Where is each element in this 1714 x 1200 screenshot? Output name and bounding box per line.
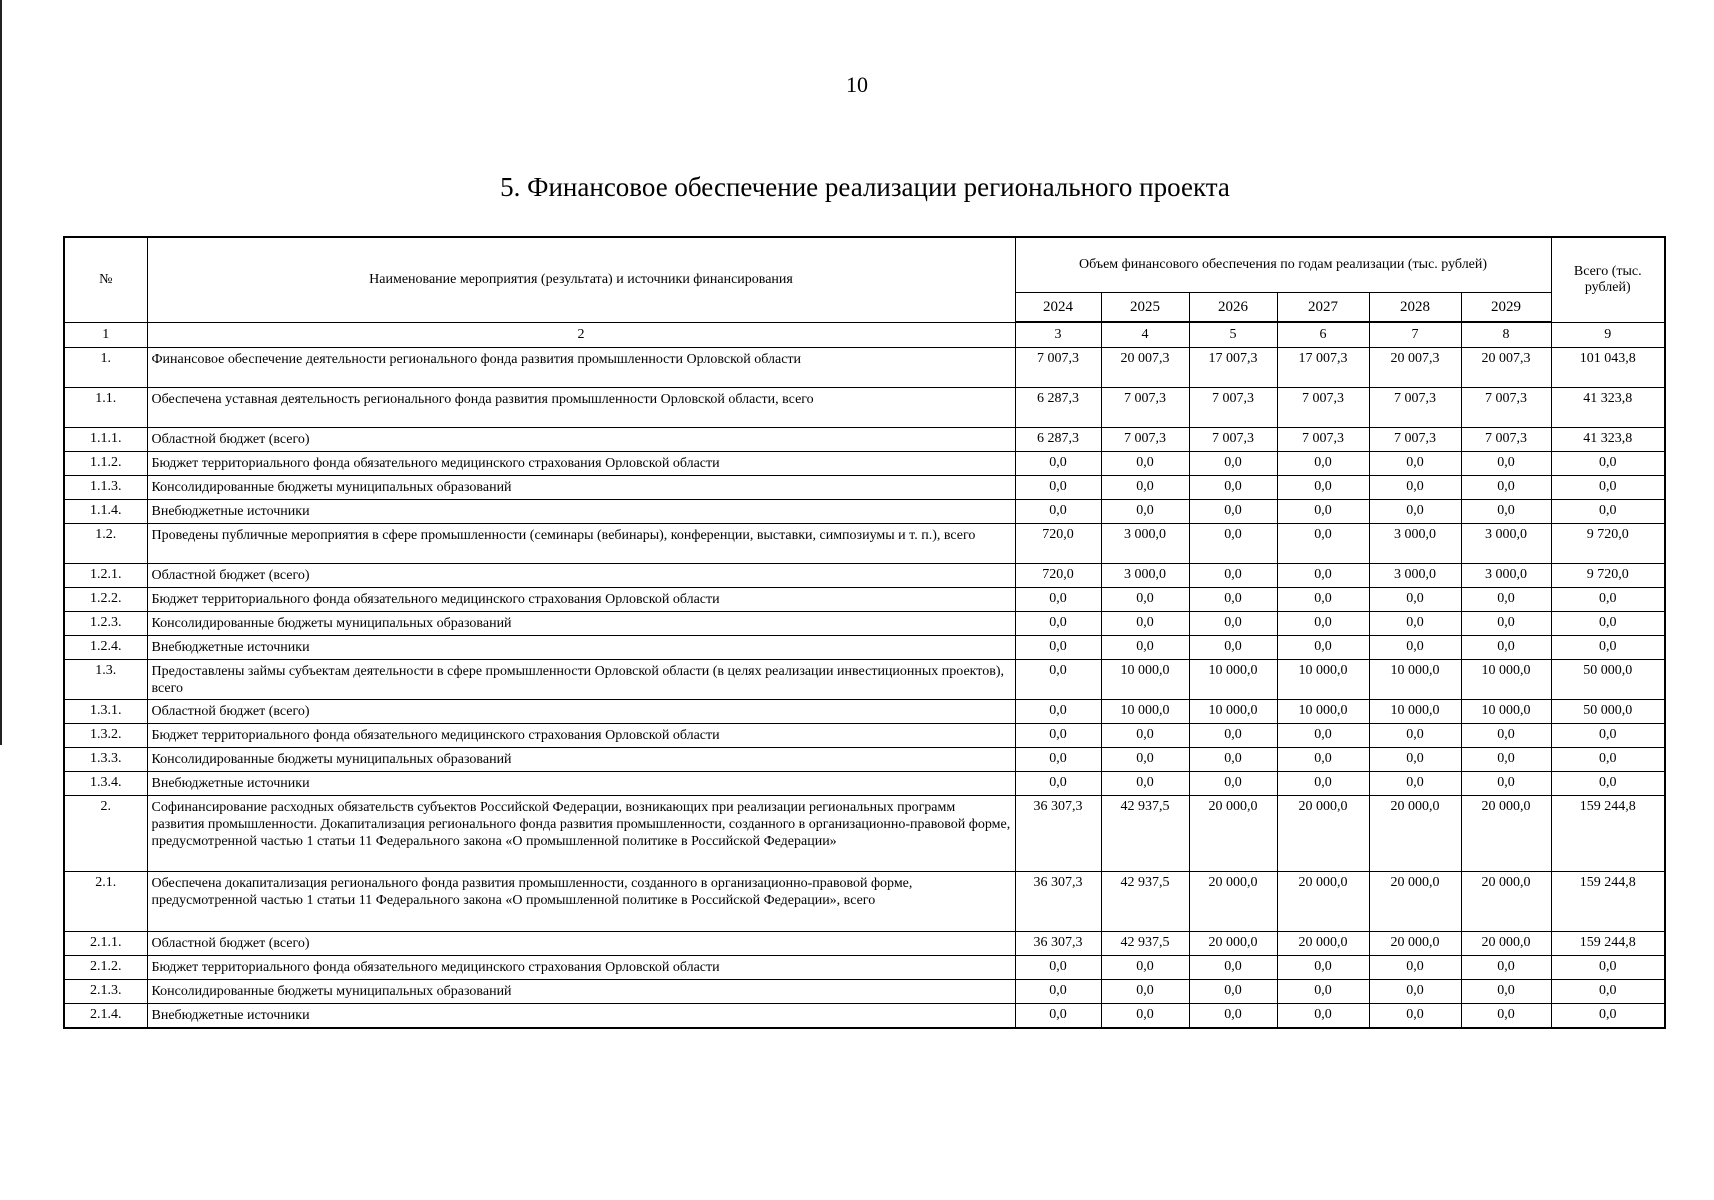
header-year: 2029	[1461, 293, 1551, 323]
row-number: 1.1.2.	[64, 452, 147, 476]
year-value: 3 000,0	[1369, 524, 1461, 564]
row-total: 0,0	[1551, 980, 1665, 1004]
year-value: 0,0	[1189, 476, 1277, 500]
year-value: 7 007,3	[1369, 428, 1461, 452]
table-row	[64, 660, 1665, 700]
table-row	[64, 388, 1665, 428]
table-row	[64, 564, 1665, 588]
column-number: 3	[1015, 322, 1101, 348]
column-number: 9	[1551, 322, 1665, 348]
column-number: 5	[1189, 322, 1277, 348]
row-name: Консолидированные бюджеты муниципальных образований	[147, 980, 1015, 1004]
year-value: 0,0	[1277, 452, 1369, 476]
table-row	[64, 700, 1665, 724]
row-name: Областной бюджет (всего)	[147, 700, 1015, 724]
year-value: 7 007,3	[1277, 388, 1369, 428]
year-value: 0,0	[1101, 980, 1189, 1004]
year-value: 10 000,0	[1369, 660, 1461, 700]
table-row	[64, 452, 1665, 476]
row-total: 0,0	[1551, 1004, 1665, 1028]
row-number: 1.3.4.	[64, 772, 147, 796]
year-value: 0,0	[1369, 588, 1461, 612]
table-row	[64, 588, 1665, 612]
row-name: Внебюджетные источники	[147, 500, 1015, 524]
year-value: 0,0	[1101, 452, 1189, 476]
table-row	[64, 428, 1665, 452]
year-value: 0,0	[1101, 476, 1189, 500]
year-value: 0,0	[1277, 1004, 1369, 1028]
row-name: Областной бюджет (всего)	[147, 932, 1015, 956]
year-value: 0,0	[1101, 1004, 1189, 1028]
row-total: 50 000,0	[1551, 660, 1665, 700]
table-row	[64, 724, 1665, 748]
row-total: 0,0	[1551, 476, 1665, 500]
row-number: 1.3.2.	[64, 724, 147, 748]
year-value: 0,0	[1101, 636, 1189, 660]
year-value: 0,0	[1277, 500, 1369, 524]
year-value: 0,0	[1189, 500, 1277, 524]
year-value: 20 007,3	[1101, 348, 1189, 388]
year-value: 20 000,0	[1369, 872, 1461, 932]
year-value: 0,0	[1277, 636, 1369, 660]
year-value: 0,0	[1461, 476, 1551, 500]
row-total: 0,0	[1551, 452, 1665, 476]
page-number: 10	[846, 72, 868, 97]
table-row	[64, 524, 1665, 564]
year-value: 10 000,0	[1277, 660, 1369, 700]
row-number: 1.2.	[64, 524, 147, 564]
table-row	[64, 612, 1665, 636]
year-value: 17 007,3	[1189, 348, 1277, 388]
year-value: 0,0	[1101, 724, 1189, 748]
year-value: 20 000,0	[1369, 796, 1461, 872]
row-total: 0,0	[1551, 956, 1665, 980]
row-number: 1.1.1.	[64, 428, 147, 452]
table-row	[64, 872, 1665, 932]
year-value: 0,0	[1189, 980, 1277, 1004]
year-value: 0,0	[1189, 524, 1277, 564]
row-total: 0,0	[1551, 612, 1665, 636]
year-value: 7 007,3	[1369, 388, 1461, 428]
row-name: Софинансирование расходных обязательств субъектов Российской Федерации, возникающих при реализации региональных программ развития промышленности. Докапитализация регионального фонда развития промышленности, созданного в организационно-правовой форме, предусмотренной частью 1 статьи 11 Федерального закона «О промышленной политике в Российской Федерации»	[147, 796, 1015, 872]
year-value: 7 007,3	[1189, 388, 1277, 428]
header-year: 2028	[1369, 293, 1461, 323]
year-value: 0,0	[1369, 724, 1461, 748]
row-number: 1.2.2.	[64, 588, 147, 612]
row-number: 1.	[64, 348, 147, 388]
table-row	[64, 932, 1665, 956]
row-number: 1.1.3.	[64, 476, 147, 500]
row-total: 41 323,8	[1551, 428, 1665, 452]
year-value: 3 000,0	[1461, 564, 1551, 588]
year-value: 0,0	[1015, 660, 1101, 700]
row-total: 50 000,0	[1551, 700, 1665, 724]
year-value: 0,0	[1015, 700, 1101, 724]
row-number: 2.1.3.	[64, 980, 147, 1004]
table-row	[64, 772, 1665, 796]
column-number: 7	[1369, 322, 1461, 348]
column-number: 8	[1461, 322, 1551, 348]
row-number: 1.2.1.	[64, 564, 147, 588]
year-value: 0,0	[1369, 956, 1461, 980]
year-value: 20 007,3	[1461, 348, 1551, 388]
year-value: 42 937,5	[1101, 796, 1189, 872]
year-value: 0,0	[1101, 772, 1189, 796]
year-value: 0,0	[1277, 748, 1369, 772]
year-value: 0,0	[1015, 748, 1101, 772]
year-value: 10 000,0	[1461, 660, 1551, 700]
year-value: 3 000,0	[1461, 524, 1551, 564]
row-total: 9 720,0	[1551, 564, 1665, 588]
row-name: Консолидированные бюджеты муниципальных образований	[147, 476, 1015, 500]
row-number: 1.3.	[64, 660, 147, 700]
year-value: 0,0	[1101, 748, 1189, 772]
row-total: 41 323,8	[1551, 388, 1665, 428]
year-value: 0,0	[1461, 452, 1551, 476]
table-row	[64, 348, 1665, 388]
row-total: 159 244,8	[1551, 796, 1665, 872]
year-value: 10 000,0	[1277, 700, 1369, 724]
year-value: 0,0	[1189, 772, 1277, 796]
year-value: 20 000,0	[1277, 872, 1369, 932]
year-value: 0,0	[1015, 980, 1101, 1004]
year-value: 0,0	[1461, 772, 1551, 796]
year-value: 0,0	[1015, 636, 1101, 660]
year-value: 0,0	[1461, 588, 1551, 612]
row-name: Обеспечена уставная деятельность регионального фонда развития промышленности Орловской области, всего	[147, 388, 1015, 428]
header-year: 2026	[1189, 293, 1277, 323]
year-value: 0,0	[1189, 1004, 1277, 1028]
scan-edge-line	[0, 0, 2, 745]
year-value: 0,0	[1277, 476, 1369, 500]
row-total: 0,0	[1551, 588, 1665, 612]
row-number: 1.1.4.	[64, 500, 147, 524]
year-value: 0,0	[1277, 564, 1369, 588]
year-value: 0,0	[1189, 724, 1277, 748]
year-value: 20 000,0	[1277, 796, 1369, 872]
year-value: 36 307,3	[1015, 932, 1101, 956]
row-number: 2.1.4.	[64, 1004, 147, 1028]
year-value: 0,0	[1189, 564, 1277, 588]
row-total: 0,0	[1551, 636, 1665, 660]
year-value: 0,0	[1277, 724, 1369, 748]
year-value: 36 307,3	[1015, 796, 1101, 872]
year-value: 0,0	[1101, 588, 1189, 612]
year-value: 10 000,0	[1369, 700, 1461, 724]
row-name: Внебюджетные источники	[147, 1004, 1015, 1028]
row-name: Областной бюджет (всего)	[147, 564, 1015, 588]
year-value: 0,0	[1369, 452, 1461, 476]
year-value: 7 007,3	[1461, 428, 1551, 452]
row-number: 2.1.2.	[64, 956, 147, 980]
year-value: 0,0	[1015, 500, 1101, 524]
year-value: 0,0	[1189, 748, 1277, 772]
year-value: 3 000,0	[1369, 564, 1461, 588]
year-value: 17 007,3	[1277, 348, 1369, 388]
row-number: 2.	[64, 796, 147, 872]
header-year: 2025	[1101, 293, 1189, 323]
year-value: 7 007,3	[1277, 428, 1369, 452]
year-value: 0,0	[1461, 980, 1551, 1004]
year-value: 0,0	[1369, 500, 1461, 524]
table-row	[64, 748, 1665, 772]
row-total: 159 244,8	[1551, 872, 1665, 932]
row-name: Областной бюджет (всего)	[147, 428, 1015, 452]
year-value: 0,0	[1277, 772, 1369, 796]
row-total: 9 720,0	[1551, 524, 1665, 564]
table-body	[64, 322, 1665, 1028]
year-value: 720,0	[1015, 564, 1101, 588]
year-value: 0,0	[1015, 1004, 1101, 1028]
row-name: Консолидированные бюджеты муниципальных образований	[147, 612, 1015, 636]
year-value: 10 000,0	[1101, 700, 1189, 724]
column-number: 1	[64, 322, 147, 348]
year-value: 0,0	[1369, 772, 1461, 796]
year-value: 0,0	[1461, 500, 1551, 524]
row-number: 1.1.	[64, 388, 147, 428]
column-number: 2	[147, 322, 1015, 348]
year-value: 0,0	[1015, 612, 1101, 636]
year-value: 36 307,3	[1015, 872, 1101, 932]
year-value: 0,0	[1461, 724, 1551, 748]
year-value: 7 007,3	[1101, 428, 1189, 452]
year-value: 20 000,0	[1189, 932, 1277, 956]
year-value: 0,0	[1369, 636, 1461, 660]
year-value: 0,0	[1461, 956, 1551, 980]
table-row	[64, 636, 1665, 660]
year-value: 10 000,0	[1461, 700, 1551, 724]
year-value: 0,0	[1015, 724, 1101, 748]
column-number: 4	[1101, 322, 1189, 348]
year-value: 0,0	[1461, 636, 1551, 660]
year-value: 6 287,3	[1015, 428, 1101, 452]
year-value: 7 007,3	[1461, 388, 1551, 428]
year-value: 0,0	[1461, 748, 1551, 772]
year-value: 0,0	[1369, 476, 1461, 500]
year-value: 0,0	[1189, 636, 1277, 660]
row-total: 0,0	[1551, 748, 1665, 772]
financing-table	[63, 236, 1666, 1029]
year-value: 720,0	[1015, 524, 1101, 564]
year-value: 0,0	[1015, 452, 1101, 476]
page-title: 5. Финансовое обеспечение реализации регионального проекта	[500, 172, 1230, 202]
year-value: 0,0	[1277, 980, 1369, 1004]
year-value: 0,0	[1277, 524, 1369, 564]
year-value: 0,0	[1189, 956, 1277, 980]
table-row	[64, 500, 1665, 524]
year-value: 3 000,0	[1101, 524, 1189, 564]
row-name: Консолидированные бюджеты муниципальных образований	[147, 748, 1015, 772]
row-name: Финансовое обеспечение деятельности регионального фонда развития промышленности Орловской области	[147, 348, 1015, 388]
column-number-row	[64, 322, 1665, 348]
row-name: Бюджет территориального фонда обязательного медицинского страхования Орловской области	[147, 956, 1015, 980]
row-name: Бюджет территориального фонда обязательного медицинского страхования Орловской области	[147, 724, 1015, 748]
year-value: 0,0	[1277, 956, 1369, 980]
table-row	[64, 476, 1665, 500]
table-row	[64, 980, 1665, 1004]
row-number: 1.2.4.	[64, 636, 147, 660]
row-total: 101 043,8	[1551, 348, 1665, 388]
row-name: Обеспечена докапитализация регионального фонда развития промышленности, созданного в организационно-правовой форме, предусмотренной частью 1 статьи 11 Федерального закона «О промышленной политике в Российской Федерации», всего	[147, 872, 1015, 932]
header-number: №	[64, 237, 147, 322]
year-value: 6 287,3	[1015, 388, 1101, 428]
year-value: 7 007,3	[1015, 348, 1101, 388]
row-name: Бюджет территориального фонда обязательного медицинского страхования Орловской области	[147, 588, 1015, 612]
year-value: 10 000,0	[1101, 660, 1189, 700]
header-activity-name: Наименование мероприятия (результата) и источники финансирования	[147, 237, 1015, 322]
row-name: Бюджет территориального фонда обязательного медицинского страхования Орловской области	[147, 452, 1015, 476]
year-value: 7 007,3	[1101, 388, 1189, 428]
row-number: 1.3.3.	[64, 748, 147, 772]
year-value: 0,0	[1015, 772, 1101, 796]
year-value: 20 000,0	[1369, 932, 1461, 956]
year-value: 42 937,5	[1101, 932, 1189, 956]
row-number: 2.1.	[64, 872, 147, 932]
year-value: 0,0	[1189, 612, 1277, 636]
year-value: 0,0	[1015, 476, 1101, 500]
year-value: 20 007,3	[1369, 348, 1461, 388]
year-value: 0,0	[1277, 588, 1369, 612]
year-value: 20 000,0	[1277, 932, 1369, 956]
year-value: 0,0	[1101, 612, 1189, 636]
year-value: 20 000,0	[1189, 872, 1277, 932]
year-value: 0,0	[1369, 612, 1461, 636]
header-total: Всего (тыс. рублей)	[1551, 237, 1665, 322]
year-value: 20 000,0	[1461, 796, 1551, 872]
year-value: 0,0	[1015, 588, 1101, 612]
year-value: 0,0	[1369, 1004, 1461, 1028]
year-value: 0,0	[1369, 748, 1461, 772]
year-value: 20 000,0	[1189, 796, 1277, 872]
table-row	[64, 1004, 1665, 1028]
year-value: 3 000,0	[1101, 564, 1189, 588]
row-number: 1.3.1.	[64, 700, 147, 724]
row-name: Проведены публичные мероприятия в сфере промышленности (семинары (вебинары), конференции, выставки, симпозиумы и т. п.), всего	[147, 524, 1015, 564]
year-value: 10 000,0	[1189, 660, 1277, 700]
column-number: 6	[1277, 322, 1369, 348]
table-row	[64, 956, 1665, 980]
year-value: 0,0	[1101, 500, 1189, 524]
year-value: 0,0	[1277, 612, 1369, 636]
table-row	[64, 796, 1665, 872]
year-value: 20 000,0	[1461, 932, 1551, 956]
row-name: Предоставлены займы субъектам деятельности в сфере промышленности Орловской области (в целях реализации инвестиционных проектов), всего	[147, 660, 1015, 700]
header-financing-volume: Объем финансового обеспечения по годам реализации (тыс. рублей)	[1015, 237, 1551, 293]
row-name: Внебюджетные источники	[147, 772, 1015, 796]
year-value: 10 000,0	[1189, 700, 1277, 724]
year-value: 0,0	[1461, 612, 1551, 636]
year-value: 20 000,0	[1461, 872, 1551, 932]
year-value: 0,0	[1189, 452, 1277, 476]
row-total: 159 244,8	[1551, 932, 1665, 956]
row-name: Внебюджетные источники	[147, 636, 1015, 660]
header-year: 2024	[1015, 293, 1101, 323]
row-number: 2.1.1.	[64, 932, 147, 956]
year-value: 0,0	[1101, 956, 1189, 980]
row-total: 0,0	[1551, 500, 1665, 524]
row-total: 0,0	[1551, 772, 1665, 796]
row-total: 0,0	[1551, 724, 1665, 748]
year-value: 0,0	[1369, 980, 1461, 1004]
row-number: 1.2.3.	[64, 612, 147, 636]
header-year: 2027	[1277, 293, 1369, 323]
year-value: 7 007,3	[1189, 428, 1277, 452]
year-value: 0,0	[1189, 588, 1277, 612]
year-value: 0,0	[1461, 1004, 1551, 1028]
year-value: 0,0	[1015, 956, 1101, 980]
year-value: 42 937,5	[1101, 872, 1189, 932]
